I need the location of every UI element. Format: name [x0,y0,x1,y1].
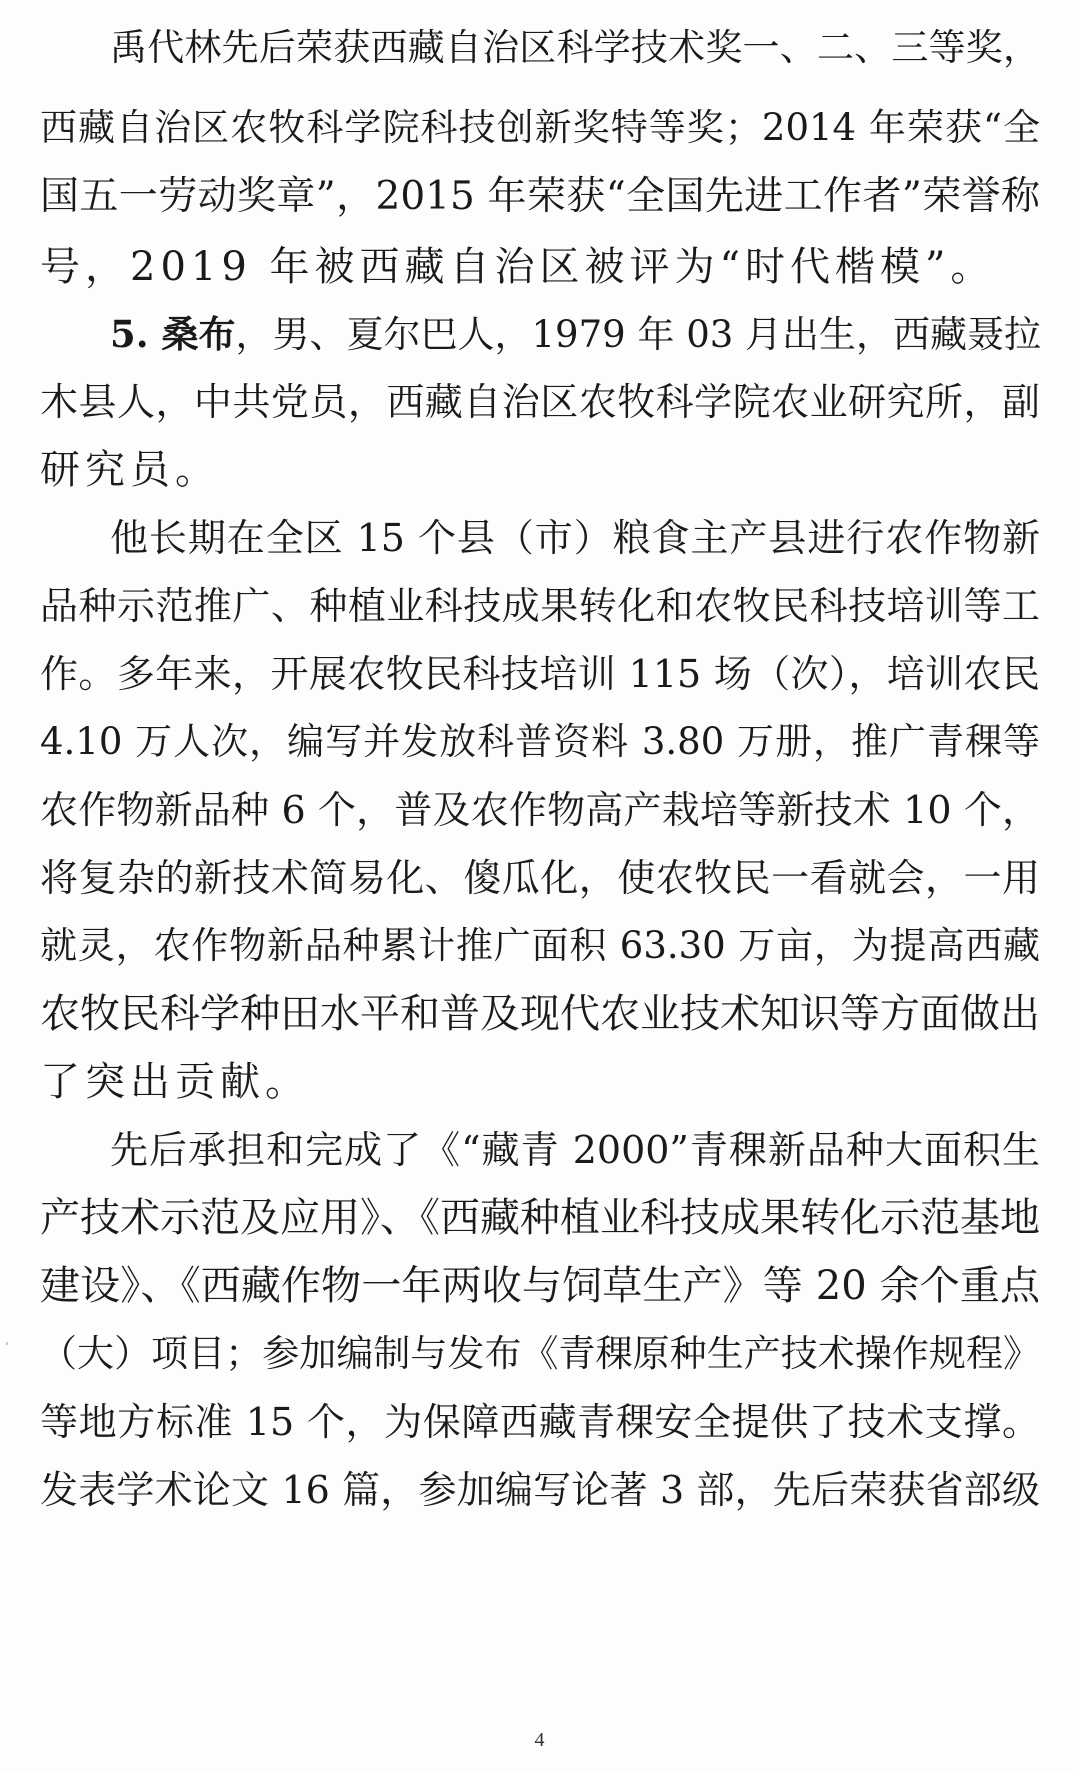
text-line-17: 先后承担和完成了《“藏青 2000”青稞新品种大面积生 [110,1128,1040,1172]
text-line-7: 研究员。 [40,447,220,493]
person-intro-text: ，男、夏尔巴人，1979 年 03 月出生，西藏聂拉 [235,313,1042,356]
text-line-22: 发表学术论文 16 篇，参加编写论著 3 部，先后荣获省部级 [40,1468,1040,1512]
text-line-9: 品种示范推广、种植业科技成果转化和农牧民科技培训等工 [40,584,1040,628]
person-heading: 5. 桑布 [110,312,236,356]
text-line-3: 国五一劳动奖章”，2015 年荣获“全国先进工作者”荣誉称 [40,174,1040,219]
text-line-21: 等地方标准 15 个，为保障西藏青稞安全提供了技术支撑。 [40,1400,1040,1444]
text-line-4: 号，2019 年被西藏自治区被评为“时代楷模”。 [40,244,996,290]
text-line-2: 西藏自治区农牧科学院科技创新奖特等奖；2014 年荣获“全 [40,106,1040,149]
text-line-13: 将复杂的新技术简易化、傻瓜化，使农牧民一看就会，一用 [40,856,1040,900]
text-line-14: 就灵，农作物新品种累计推广面积 63.30 万亩，为提高西藏 [40,924,1040,967]
text-line-6: 木县人，中共党员，西藏自治区农牧科学院农业研究所，副 [40,380,1040,424]
text-line-19: 建设》、《西藏作物一年两收与饲草生产》等 20 余个重点 [40,1263,1040,1309]
text-line-8: 他长期在全区 15 个县（市）粮食主产县进行农作物新 [110,516,1040,560]
text-line-18: 产技术示范及应用》、《西藏种植业科技成果转化示范基地 [40,1195,1040,1241]
text-line-11: 4.10 万人次，编写并发放科普资料 3.80 万册，推广青稞等 [40,720,1040,763]
page-number: 4 [534,1729,545,1751]
person-intro-line [110,310,1040,358]
text-line-12: 农作物新品种 6 个，普及农作物高产栽培等新技术 10 个， [40,788,1040,832]
text-line-20: （大）项目；参加编制与发布《青稞原种生产技术操作规程》 [40,1332,1040,1375]
text-line-16: 了突出贡献。 [40,1059,310,1105]
scan-speck [6,1342,8,1345]
text-line-10: 作。多年来，开展农牧民科技培训 115 场（次），培训农民 [40,652,1040,696]
text-line-1: 禹代林先后荣获西藏自治区科学技术奖一、二、三等奖， [110,26,1040,69]
text-line-15: 农牧民科学种田水平和普及现代农业技术知识等方面做出 [40,991,1040,1037]
